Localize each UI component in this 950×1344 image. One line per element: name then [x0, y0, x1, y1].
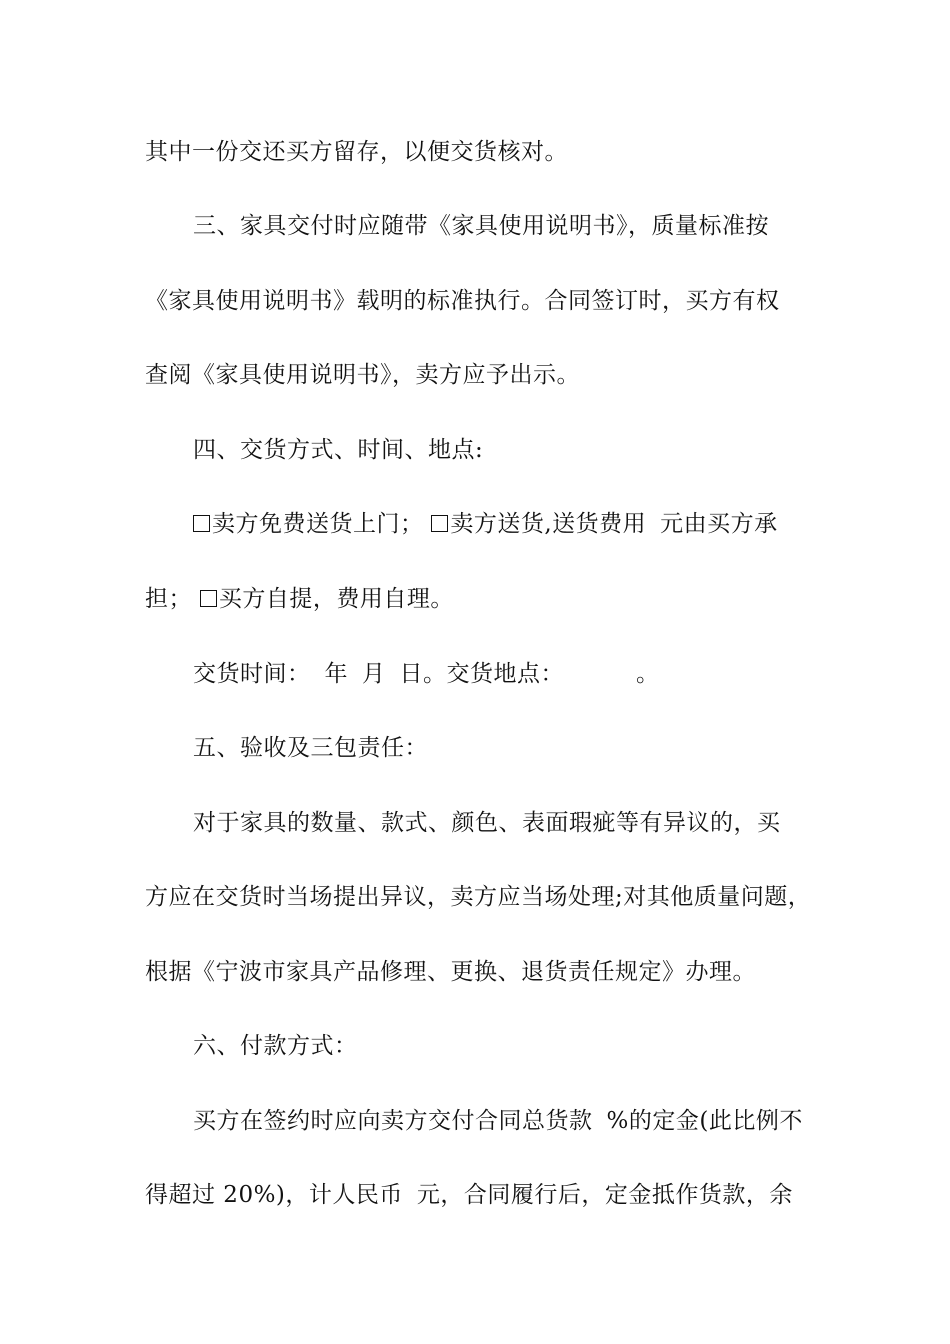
paid-delivery-label: 卖方送货,送货费用 — [450, 511, 647, 537]
delivery-time-place-line — [193, 659, 873, 689]
paid-delivery-checkbox[interactable] — [431, 515, 448, 532]
text-line: 其中一份交还买方留存，以便交货核对。 — [145, 139, 568, 165]
delivery-options-line — [193, 509, 873, 539]
year-label: 年 — [324, 661, 348, 687]
text-line: 查阅《家具使用说明书》，卖方应予出示。 — [145, 362, 580, 388]
text-line: 《家具使用说明书》载明的标准执行。合同签订时，买方有权 — [145, 288, 780, 314]
month-label: 月 — [362, 661, 386, 687]
period: 。 — [636, 661, 660, 687]
text-fragment: 得超过 20%)，计人民币 — [145, 1182, 403, 1208]
text-line: 根据《宁波市家具产品修理、更换、退货责任规定》办理。 — [145, 959, 756, 985]
text-fragment: 元，合同履行后，定金抵作货款，余 — [416, 1182, 793, 1208]
clause-3-heading: 三、家具交付时应随带《家具使用说明书》，质量标准按 — [193, 213, 769, 239]
payment-line-2 — [145, 1180, 825, 1210]
paid-delivery-label-cont: 元由买方承 — [660, 511, 778, 537]
text-line: 对于家具的数量、款式、颜色、表面瑕疵等有异议的，买 — [193, 810, 781, 836]
text-fragment: %的定金(此比例不 — [606, 1108, 803, 1134]
free-delivery-checkbox[interactable] — [193, 515, 210, 532]
payment-line — [193, 1106, 873, 1136]
text-fragment: 担； — [145, 586, 192, 612]
self-pickup-label: 买方自提，费用自理。 — [218, 586, 454, 612]
text-line: 方应在交货时当场提出异议，卖方应当场处理;对其他质量问题， — [145, 884, 812, 910]
text-fragment: 买方在签约时应向卖方交付合同总货款 — [193, 1108, 593, 1134]
clause-4-heading: 四、交货方式、时间、地点: — [193, 437, 484, 463]
delivery-options-line-2 — [145, 584, 825, 614]
clause-5-heading: 五、验收及三包责任： — [193, 735, 428, 761]
self-pickup-checkbox[interactable] — [200, 590, 217, 607]
free-delivery-label: 卖方免费送货上门； — [212, 511, 424, 537]
delivery-place-label: 日。交货地点： — [399, 661, 564, 687]
clause-6-heading: 六、付款方式： — [193, 1033, 358, 1059]
delivery-time-label: 交货时间： — [193, 661, 311, 687]
